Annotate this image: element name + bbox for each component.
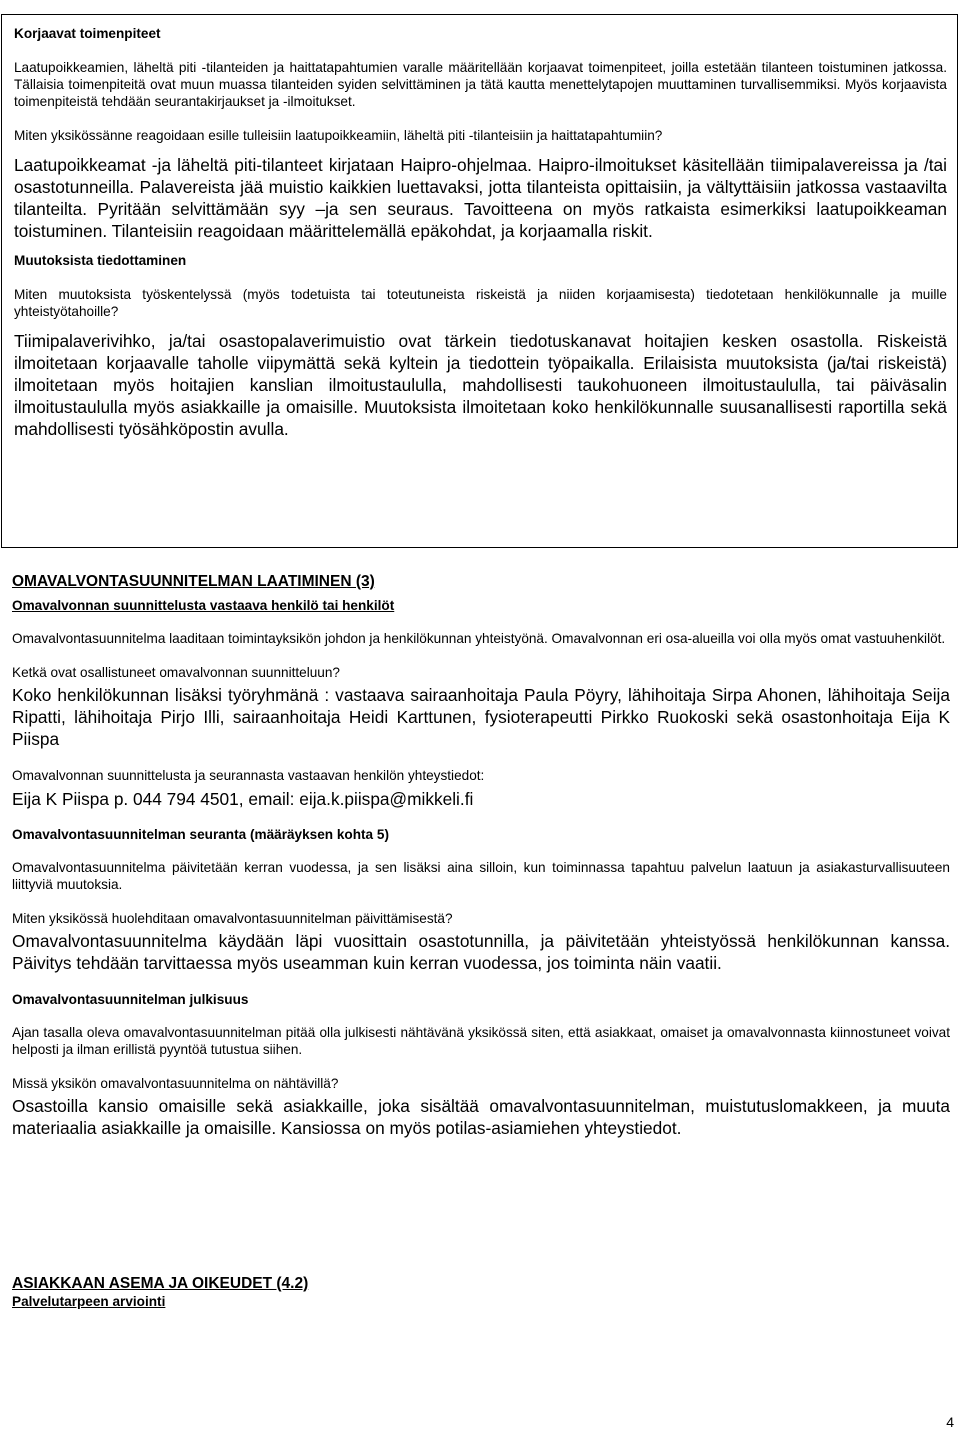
question-reaction: Miten yksikössänne reagoidaan esille tulleisiin laatupoikkeamiin, läheltä piti -tilanteisiin ja haittatapahtumiin? — [14, 128, 663, 143]
subheading-plan-follow-up: Omavalvontasuunnitelman seuranta (määräyksen kohta 5) — [12, 827, 389, 842]
answer-change-communication: Tiimipalaverivihko, ja/tai osastopalaverimuistio ovat tärkein tiedotuskanavat hoitajien kesken osastolla. Riskeistä ilmoitetaan korjaavalle taholle viipymättä sekä kyltein ja tiedottein työpaikalla. Erilaisista muutoksista (ja/tai riskeistä) ilmoitetaan myös hoitajien kanslian ilmoitustaululla, mahdollisesti taukohuoneen ilmoitustaululla, tai päiväsalin ilmoitustaululla myös asiakkaille ja omaisille. Muutoksista ilmoitetaan koko henkilökunnalle suusanallisesti raportilla sekä mahdollisesti työsähköpostin avulla. — [14, 331, 947, 439]
answer-participants: Koko henkilökunnan lisäksi työryhmänä : vastaava sairaanhoitaja Paula Pöyry, lähihoitaja Sirpa Ahonen, lähihoitaja Seija Ripatti, lähihoitaja Pirjo Illi, sairaanhoitaja Heidi Karttunen, fysioterapeutti Pirkko Ruokoski sekä osastonhoitaja Eija K Piispa — [12, 685, 950, 749]
corrective-actions-text: Laatupoikkeamien, läheltä piti -tilanteiden ja haittatapahtumien varalle määritellään korjaavat toimenpiteet, joilla estetään tilanteen toistuminen jatkossa. Tällaisia toimenpiteitä ovat muun muassa tilanteiden syiden selvittäminen ja tätä kautta menettelytapojen muuttaminen turvallisemmiksi. Myös korjaavista toimenpiteistä tehdään seurantakirjaukset ja -ilmoitukset. — [14, 60, 947, 109]
answer-plan-updating: Omavalvontasuunnitelma käydään läpi vuosittain osastotunnilla, ja päivitetään yhteistyössä henkilökunnan kanssa. Päivitys tehdään tarvittaessa myös useamman kuin kerran vuodessa, jos toiminta näin vaatii. — [12, 931, 950, 973]
answer-reaction: Laatupoikkeamat -ja läheltä piti-tilanteet kirjataan Haipro-ohjelmaa. Haipro-ilmoitukset käsitellään tiimipalavereissa ja /tai osastotunneilla. Palavereista jää muistio kaikkien luettavaksi, jotta tilanteista opittaisiin, ja vältyttäisiin jatkossa vastaavilta tilanteilta. Pyritään selvittämään syy –ja sen seuraus. Tavoitteena on myös ratkaista esimerkiksi laatupoikkeaman toistuminen. Tilanteisiin reagoidaan määrittelemällä epäkohdat, ja korjaamalla riskit. — [14, 155, 947, 241]
question-plan-updating: Miten yksikössä huolehditaan omavalvontasuunnitelman päivittämisestä? — [12, 911, 453, 926]
plan-follow-up-text: Omavalvontasuunnitelma päivitetään kerran vuodessa, ja sen lisäksi aina silloin, kun toiminnassa tapahtuu palvelun laatuun ja asiakasturvallisuuteen liittyviä muutoksia. — [12, 860, 950, 892]
section-title-client-rights: ASIAKKAAN ASEMA JA OIKEUDET (4.2) — [12, 1275, 309, 1292]
answer-contact-info: Eija K Piispa p. 044 794 4501, email: eija.k.piispa@mikkeli.fi — [12, 789, 474, 809]
heading-corrective-actions: Korjaavat toimenpiteet — [14, 26, 161, 41]
heading-change-communication: Muutoksista tiedottaminen — [14, 253, 187, 268]
question-participants: Ketkä ovat osallistuneet omavalvonnan suunnitteluun? — [12, 665, 340, 680]
corrective-actions-box — [1, 14, 958, 548]
subheading-plan-publicity: Omavalvontasuunnitelman julkisuus — [12, 992, 249, 1007]
responsible-persons-text: Omavalvontasuunnitelma laaditaan toimintayksikön johdon ja henkilökunnan yhteistyönä. Omavalvonnan eri osa-alueilla voi olla myös omat vastuuhenkilöt. — [12, 631, 946, 646]
subheading-responsible-persons: Omavalvonnan suunnittelusta vastaava henkilö tai henkilöt — [12, 598, 395, 613]
plan-publicity-text: Ajan tasalla oleva omavalvontasuunnitelman pitää olla julkisesti nähtävänä yksikössä siten, että asiakkaat, omaiset ja omavalvonnasta kiinnostuneet voivat helposti ja ilman erillistä pyyntöä tutustua siihen. — [12, 1025, 950, 1057]
answer-plan-location: Osastoilla kansio omaisille sekä asiakkaille, joka sisältää omavalvontasuunnitelman, muistutuslomakkeen, ja muuta materiaalia asiakkaille ja omaisille. Kansiossa on myös potilas-asiamiehen yhteystiedot. — [12, 1096, 950, 1138]
page-number: 4 — [946, 1414, 954, 1430]
question-plan-location: Missä yksikön omavalvontasuunnitelma on nähtävillä? — [12, 1076, 339, 1091]
section-title-preparation: OMAVALVONTASUUNNITELMAN LAATIMINEN (3) — [12, 573, 375, 590]
question-change-communication: Miten muutoksista työskentelyssä (myös todetuista tai toteutuneista riskeistä ja niiden korjaamisesta) tiedotetaan henkilökunnalle ja muille yhteistyötahoille? — [14, 287, 947, 319]
client-rights-section — [12, 1274, 950, 1310]
subheading-service-needs-assessment: Palvelutarpeen arviointi — [12, 1294, 166, 1309]
self-monitoring-section — [12, 572, 950, 1139]
question-contact-info: Omavalvonnan suunnittelusta ja seurannasta vastaavan henkilön yhteystiedot: — [12, 768, 485, 783]
